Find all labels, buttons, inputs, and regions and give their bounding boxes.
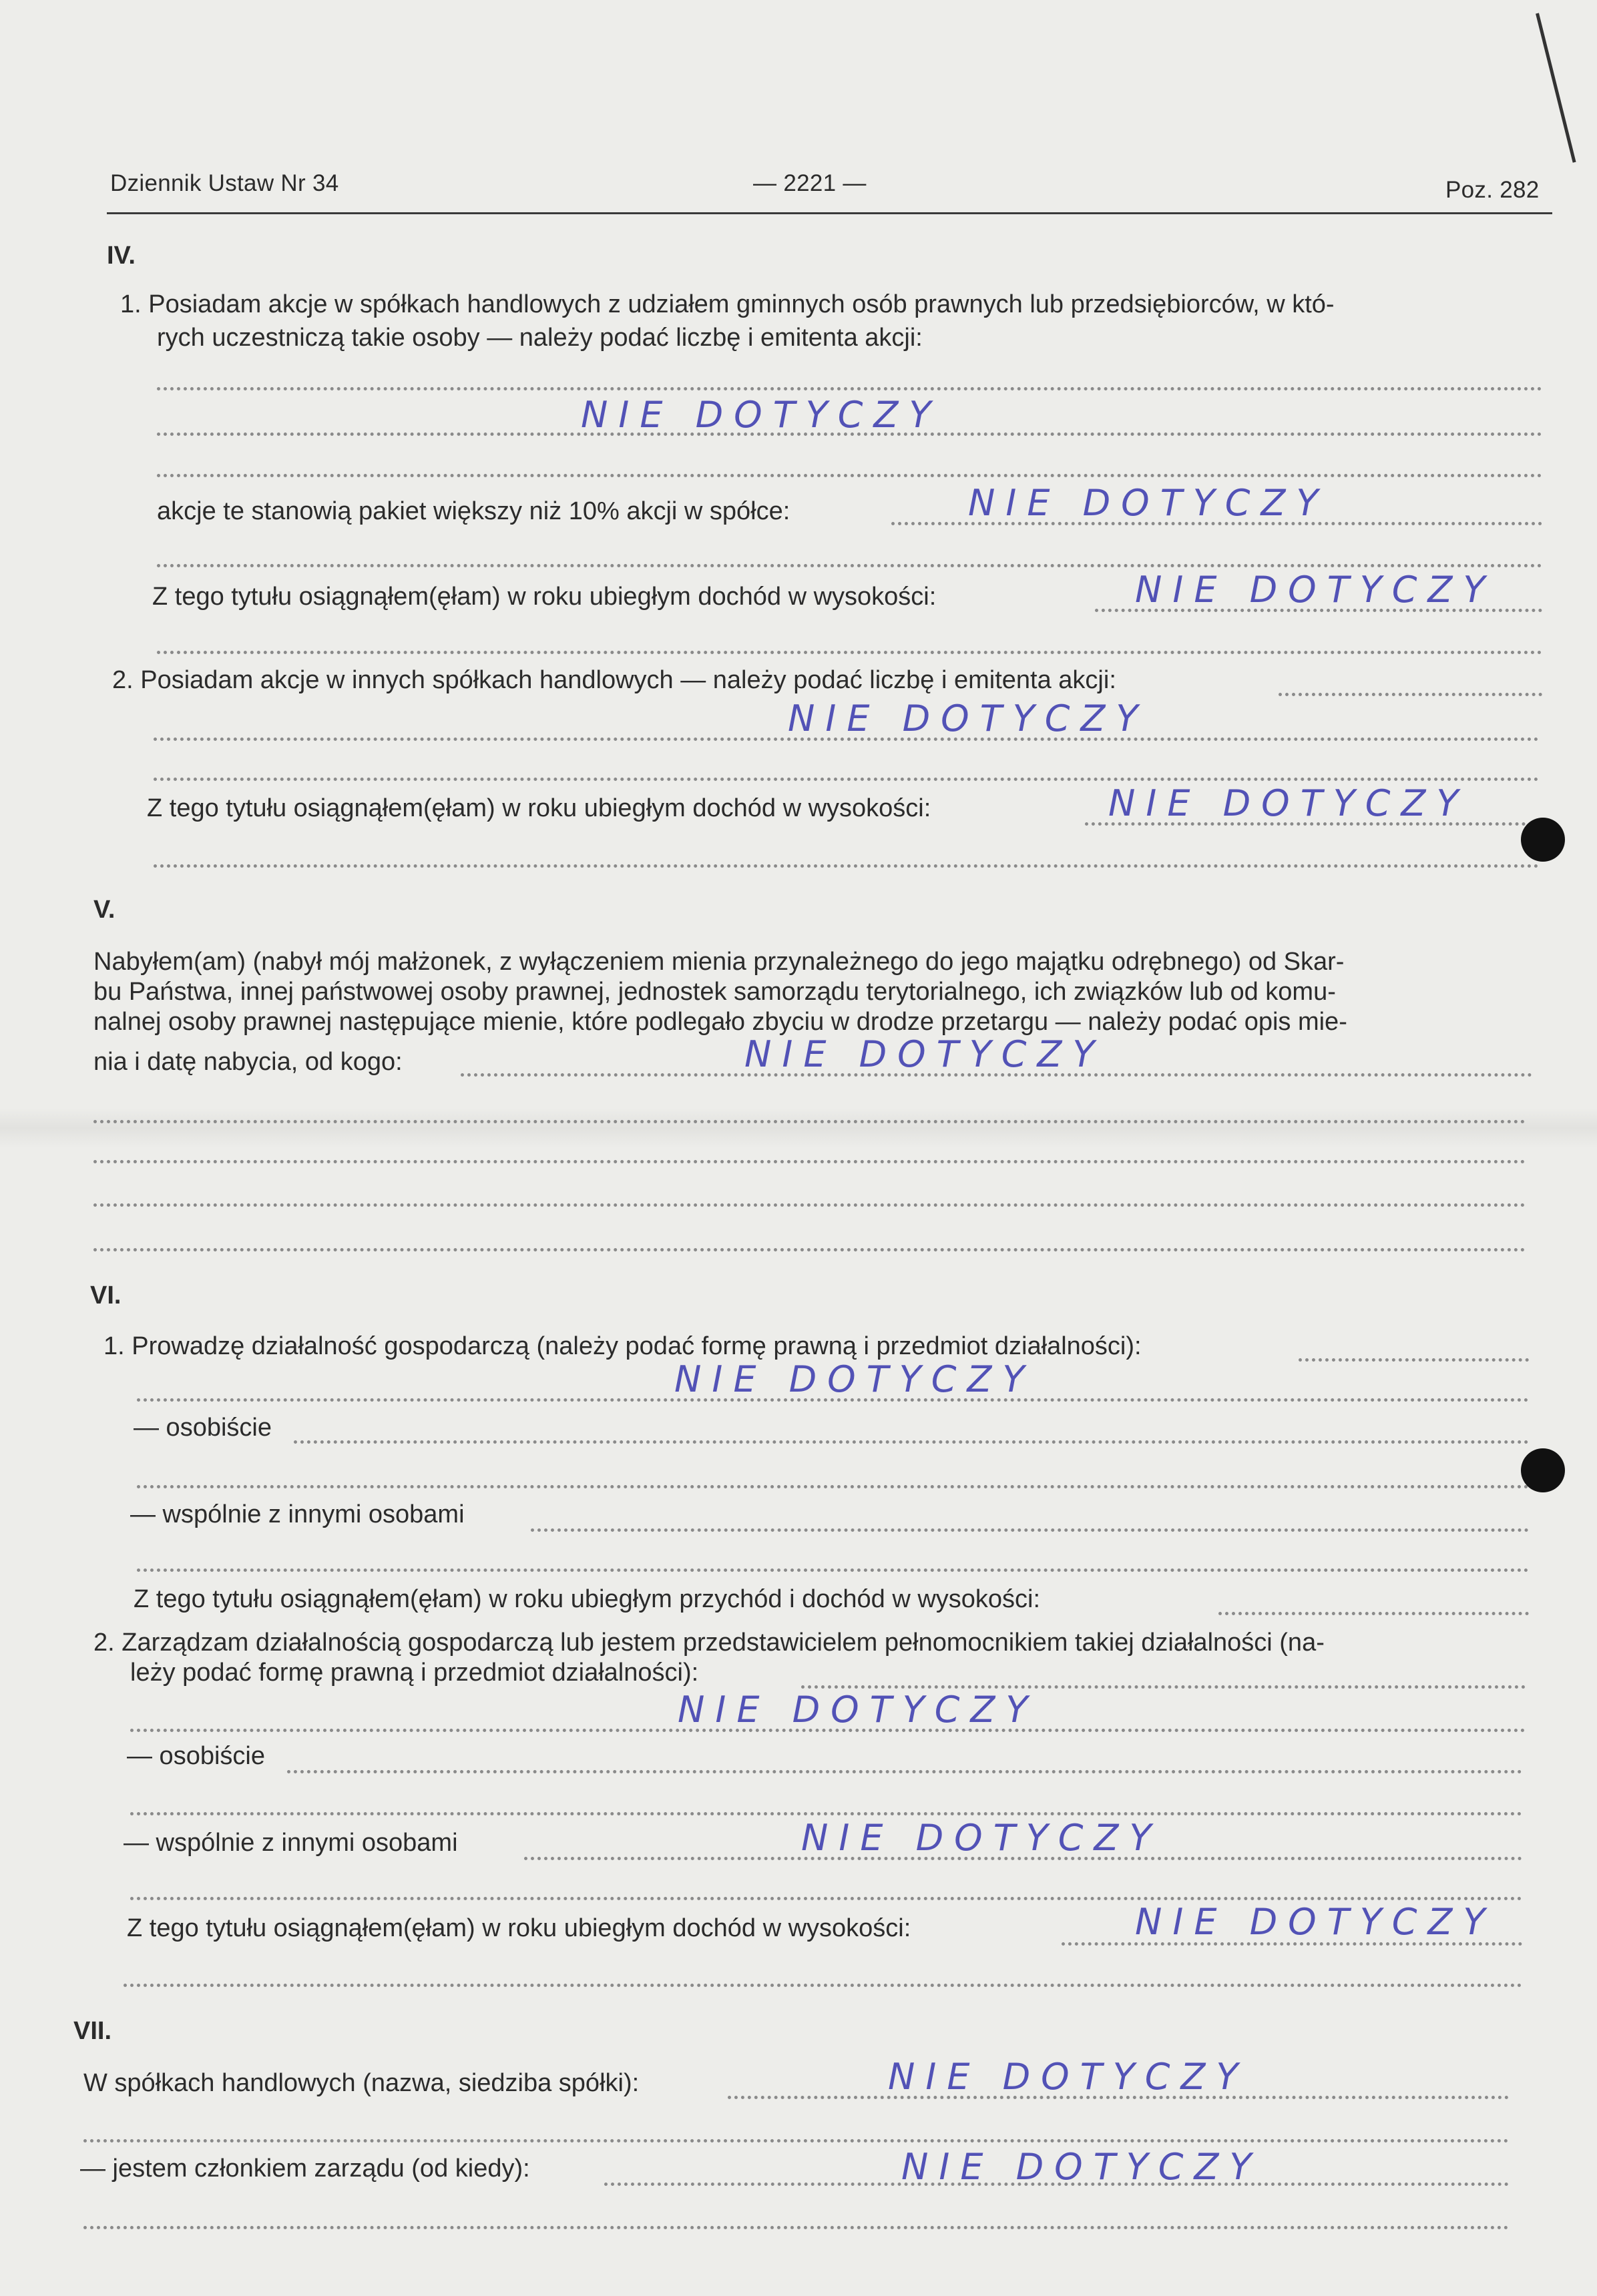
section-iv-item1-line2: rych uczestniczą takie osoby — należy podać liczbę i emitenta akcji: bbox=[157, 324, 923, 352]
joint-label: — wspólnie z innymi osobami bbox=[124, 1829, 458, 1857]
answer-line bbox=[294, 1440, 1529, 1444]
answer-line bbox=[157, 564, 1542, 567]
section-iv-item1-line1: 1. Posiadam akcje w spółkach handlowych z udziałem gminnych osób prawnych lub przedsiębiorców, w któ- bbox=[120, 290, 1335, 318]
answer-line bbox=[1299, 1358, 1529, 1362]
handwritten-answer: NIE DOTYCZY bbox=[901, 2146, 1263, 2188]
answer-line bbox=[531, 1528, 1529, 1532]
answer-line bbox=[157, 474, 1542, 477]
section-vii-heading: VII. bbox=[73, 2017, 112, 2045]
income-label: Z tego tytułu osiągnąłem(ęłam) w roku ubiegłym dochód w wysokości: bbox=[147, 794, 931, 822]
page-number: — 2221 — bbox=[753, 170, 867, 196]
section-vi-item1-line: 1. Prowadzę działalność gospodarczą (należy podać formę prawną i przedmiot działalności): bbox=[103, 1332, 1142, 1360]
section-v-heading: V. bbox=[93, 896, 116, 924]
personal-label: — osobiście bbox=[134, 1414, 272, 1442]
scan-fold-shadow bbox=[0, 1108, 1597, 1148]
stake-label: akcje te stanowią pakiet większy niż 10% akcji w spółce: bbox=[157, 497, 790, 525]
handwritten-answer: NIE DOTYCZY bbox=[1135, 569, 1496, 611]
section-vi-item2-line2: leży podać formę prawną i przedmiot działalności): bbox=[130, 1659, 699, 1687]
section-v-line2: bu Państwa, innej państwowej osoby prawnej, jednostek samorządu terytorialnego, ich związków lub od komu- bbox=[93, 978, 1336, 1006]
companies-label: W spółkach handlowych (nazwa, siedziba spółki): bbox=[83, 2069, 640, 2097]
handwritten-answer: NIE DOTYCZY bbox=[888, 2056, 1249, 2098]
handwritten-answer: NIE DOTYCZY bbox=[1108, 782, 1469, 824]
answer-line bbox=[93, 1120, 1526, 1123]
handwritten-answer: NIE DOTYCZY bbox=[968, 482, 1329, 524]
section-iv-item2-line: 2. Posiadam akcje w innych spółkach handlowych — należy podać liczbę i emitenta akcji: bbox=[112, 666, 1116, 694]
answer-line bbox=[1218, 1612, 1529, 1615]
personal-label: — osobiście bbox=[127, 1742, 265, 1770]
answer-line bbox=[93, 1248, 1526, 1251]
answer-line bbox=[157, 651, 1542, 654]
section-v-line3: nalnej osoby prawnej następujące mienie, które podlegało zbyciu w drodze przetargu — należy podać opis mie- bbox=[93, 1008, 1347, 1036]
section-v-line4: nia i datę nabycia, od kogo: bbox=[93, 1048, 403, 1076]
section-iv-heading: IV. bbox=[107, 242, 136, 270]
joint-label: — wspólnie z innymi osobami bbox=[130, 1500, 465, 1528]
header-rule bbox=[107, 212, 1552, 214]
answer-line bbox=[287, 1770, 1522, 1773]
income-label: Z tego tytułu osiągnąłem(ęłam) w roku ubiegłym dochód w wysokości: bbox=[152, 583, 937, 611]
answer-line bbox=[83, 2139, 1509, 2142]
punch-hole-lower bbox=[1521, 1448, 1565, 1492]
answer-line bbox=[1279, 693, 1542, 696]
section-v-line1: Nabyłem(am) (nabył mój małżonek, z wyłączeniem mienia przynależnego do jego majątku odrębnego) od Skar- bbox=[93, 948, 1345, 976]
handwritten-answer: NIE DOTYCZY bbox=[674, 1358, 1036, 1400]
handwritten-answer: NIE DOTYCZY bbox=[678, 1689, 1039, 1731]
answer-line bbox=[130, 1812, 1522, 1815]
position-number: Poz. 282 bbox=[1445, 177, 1540, 203]
answer-line bbox=[93, 1203, 1526, 1207]
answer-line bbox=[154, 864, 1539, 868]
section-vi-heading: VI. bbox=[90, 1281, 122, 1310]
handwritten-answer: NIE DOTYCZY bbox=[581, 394, 942, 436]
answer-line bbox=[93, 1160, 1526, 1163]
journal-title: Dziennik Ustaw Nr 34 bbox=[110, 170, 339, 196]
answer-line bbox=[137, 1485, 1529, 1488]
section-vi-item2-line1: 2. Zarządzam działalnością gospodarczą lub jestem przedstawicielem pełnomocnikiem takiej działalności (na- bbox=[93, 1629, 1325, 1657]
income-label: Z tego tytułu osiągnąłem(ęłam) w roku ubiegłym dochód w wysokości: bbox=[127, 1914, 911, 1942]
handwritten-answer: NIE DOTYCZY bbox=[744, 1033, 1106, 1075]
answer-line bbox=[130, 1897, 1522, 1900]
answer-line bbox=[83, 2226, 1509, 2229]
answer-line bbox=[157, 387, 1542, 390]
punch-hole-upper bbox=[1521, 818, 1565, 862]
handwritten-answer: NIE DOTYCZY bbox=[1135, 1901, 1496, 1943]
answer-line bbox=[137, 1568, 1529, 1572]
answer-line bbox=[154, 778, 1539, 781]
answer-line bbox=[124, 1984, 1522, 1987]
board-label: — jestem członkiem zarządu (od kiedy): bbox=[80, 2155, 530, 2183]
income-label: Z tego tytułu osiągnąłem(ęłam) w roku ubiegłym przychód i dochód w wysokości: bbox=[134, 1585, 1041, 1613]
handwritten-answer: NIE DOTYCZY bbox=[788, 697, 1149, 740]
corner-scratch-mark bbox=[1536, 13, 1576, 162]
handwritten-answer: NIE DOTYCZY bbox=[801, 1817, 1162, 1859]
